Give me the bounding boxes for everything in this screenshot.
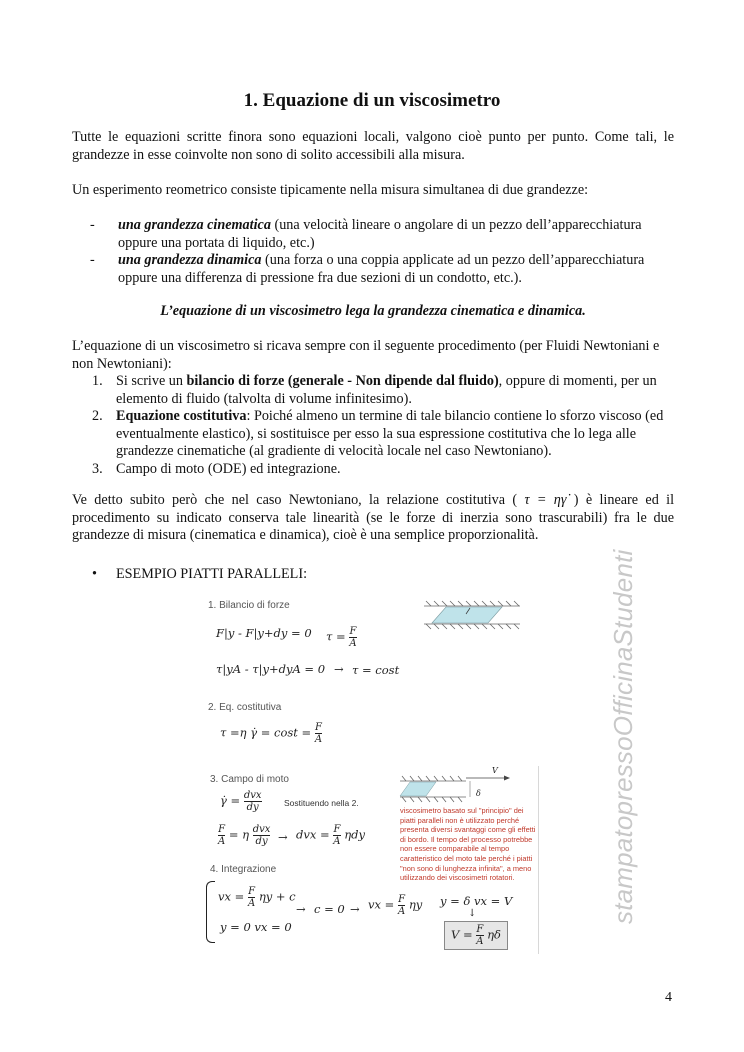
term-dinamica: una grandezza dinamica [118,252,262,269]
arrow-2: → [278,830,288,844]
step-item: 1. Si scrive un bilancio di forze (generale - Non dipende dal fluido), oppure di momenti, per un elemento di fluido (talvolta di volume infinitesimo). [92,373,657,407]
figure-heading-1: 1. Bilancio di forze [208,600,290,611]
boundary-condition-eq: y = 0 vx = 0 [220,920,292,934]
velocity-gradient-eq: $\frac{F}{A}$ = η dvx dy [218,824,271,847]
parallel-plates-figure [200,596,545,956]
page-title: 1. Equazione di un viscosimetro [243,90,501,111]
figure-divider [538,766,539,954]
step-item: 3. Campo di moto (ODE) ed integrazione. [92,460,341,477]
label-delta: δ [476,789,481,798]
intro-paragraph: Tutte le equazioni scritte finora sono equazioni locali, valgono cioè punto per punto. Come tali, le grandezze in esse coinvolte non sono di solito accessibili alla misura. [72,129,674,163]
experiment-paragraph: Un esperimento reometrico consiste tipicamente nella misura simultanea di due grandezze: [72,182,589,198]
plates-diagram-velocity [396,772,514,806]
watermark: stampatopressoOfficinaStudenti [608,549,638,924]
integration-eq: vx = $\frac{F}{A}$ ηy + c [218,886,296,909]
tau-const-eq: τ = cost [352,663,400,677]
shear-rate-eq: γ̇ = dvx dy [220,790,262,813]
arrow-1: → [334,662,344,676]
newtonian-paragraph: Ve detto subito però che nel caso Newtoniano, la relazione costitutiva ( τ = ηγ̇ ) è lineare ed il procedimento su indicato conserva tale linearità (se le forze di inerzia sono trascurabili) fra le due grandezze di misura (cinematica e dinamica), cioè è una semplice proporzionalità. [72,492,675,544]
stress-balance-eq: τ|yA - τ|y+dyA = 0 [216,662,326,676]
step-item: 2. Equazione costitutiva: Poiché almeno un termine di tale bilancio contiene lo sforzo viscoso (ed eventualmente elastico), si sostituisce per esso la sua espressione costitutiva che lo lega alle grandezze cinematiche (al gradiente di velocità locale nel caso Newtoniano). [92,408,664,460]
procedure-intro: L’equazione di un viscosimetro si ricava sempre con il seguente procedimento (per Fluidi Newtoniani e non Newtoniani): [72,338,660,372]
result-box: V = $\frac{F}{A}$ ηδ [444,921,508,950]
constitutive-eq: τ =η γ̇ = cost = $\frac{F}{A}$ [220,722,323,745]
quantities-list [90,217,680,287]
figure-heading-3: 3. Campo di moto [210,774,289,785]
plates-diagram-top [418,598,530,632]
term-cinematica: una grandezza cinematica [118,217,271,233]
system-brace [206,881,215,943]
figure-heading-2: 2. Eq. costitutiva [208,702,282,713]
design-note: viscosimetro basato sul "principio" dei piatti paralleli non è utilizzato perché presenta diversi svantaggi come gli effetti di bordo. Il tempo del processo potrebbe non essere comparabile al tempo caratteristico del moto tale perché i piatti "non sono di lunghezza infinita", a meno utilizzando dei viscosimetri rotatori. [400,806,536,883]
down-arrow: ↓ [468,908,477,919]
boundary-y-delta: y = δ vx = V [440,894,513,908]
force-balance-eq: F|y - F|y+dy = 0 [216,626,312,640]
key-statement: L’equazione di un viscosimetro lega la grandezza cinematica e dinamica. [160,303,586,319]
figure-heading-4: 4. Integrazione [210,864,277,875]
substitution-note: Sostituendo nella 2. [284,798,359,808]
procedure-steps [92,373,682,479]
c-zero-eq: c = 0 [314,902,345,916]
label-v: V [492,766,498,775]
list-item: - una grandezza dinamica (una forza o una coppia applicate ad un pezzo dell’apparecchiatura oppure una differenza di pressione fra due sezioni di un condotto, etc.). [90,252,645,286]
list-item: - una grandezza cinematica (una velocità lineare o angolare di un pezzo dell’apparecchiatura oppure una portata di liquido, etc.) [90,217,642,251]
constitutive-formula: τ = ηγ̇ [524,492,567,508]
page-number: 4 [665,990,672,1005]
tau-definition: τ = $\frac{F}{A}$ [326,626,357,649]
arrow-4: → [350,902,360,916]
velocity-profile-eq: vx = $\frac{F}{A}$ ηy [368,894,423,917]
example-heading: • ESEMPIO PIATTI PARALLELI: [92,566,308,582]
arrow-3: → [296,902,306,916]
dvx-eq: dvx = $\frac{F}{A}$ ηdy [296,824,365,847]
